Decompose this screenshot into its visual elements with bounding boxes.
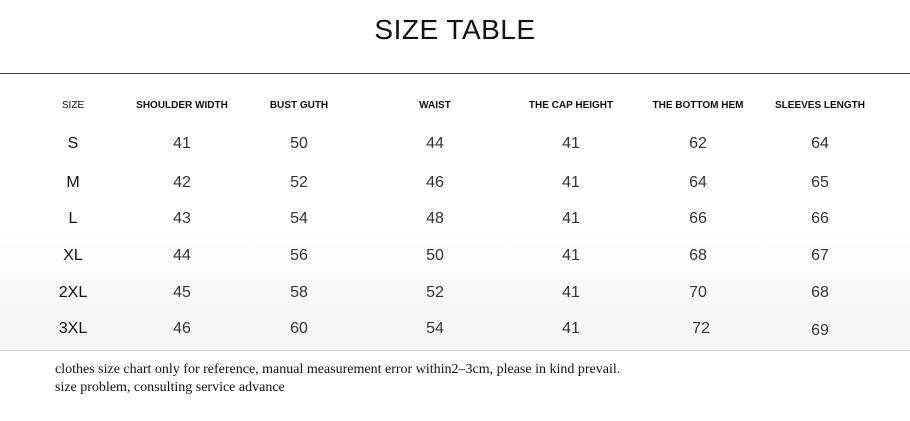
table-cell: 54	[290, 210, 308, 227]
table-cell: 41	[173, 135, 191, 152]
column-header: WAIST	[419, 100, 451, 111]
column-header: BUST GUTH	[269, 100, 329, 111]
consulting-note: size problem, consulting service advance	[55, 380, 285, 395]
table-cell: 64	[811, 135, 829, 152]
table-cell: 56	[290, 247, 308, 264]
table-cell: 41	[562, 247, 580, 264]
table-cell: 44	[173, 247, 191, 264]
table-cell: 52	[290, 174, 308, 191]
table-cell: 41	[562, 174, 580, 191]
table-cell: 41	[562, 135, 580, 152]
reference-note: clothes size chart only for reference, manual measurement error within2–3cm, please in kind prevail.	[55, 362, 621, 377]
table-cell: 64	[689, 174, 707, 191]
table-cell: 62	[689, 135, 707, 152]
table-cell: 72	[692, 320, 710, 337]
size-label: XL	[63, 247, 83, 264]
table-cell: 41	[562, 210, 580, 227]
table-cell: 69	[811, 322, 829, 339]
column-header: SLEEVES LENGTH	[774, 100, 866, 111]
size-label: 2XL	[58, 284, 88, 301]
table-cell: 66	[811, 210, 829, 227]
table-cell: 65	[811, 174, 829, 191]
table-cell: 60	[290, 320, 308, 337]
table-cell: 41	[562, 320, 580, 337]
page-title: SIZE TABLE	[374, 14, 536, 45]
table-cell: 46	[426, 174, 444, 191]
column-header: THE CAP HEIGHT	[528, 100, 614, 111]
table-cell: 50	[290, 135, 308, 152]
table-cell: 70	[689, 284, 707, 301]
bottom-divider	[0, 350, 910, 351]
table-cell: 68	[689, 247, 707, 264]
size-table	[0, 74, 910, 350]
column-header: THE BOTTOM HEM	[652, 100, 744, 111]
table-cell: 67	[811, 247, 829, 264]
table-cell: 43	[173, 210, 191, 227]
table-cell: 66	[689, 210, 707, 227]
table-cell: 41	[562, 284, 580, 301]
size-label: M	[66, 174, 80, 191]
column-header: SIZE	[61, 100, 85, 111]
column-header: SHOULDER WIDTH	[136, 100, 228, 111]
table-cell: 68	[811, 284, 829, 301]
table-cell: 48	[426, 210, 444, 227]
table-cell: 46	[173, 320, 191, 337]
table-cell: 52	[426, 284, 444, 301]
table-cell: 42	[173, 174, 191, 191]
table-cell: 58	[290, 284, 308, 301]
table-cell: 44	[426, 135, 444, 152]
size-label: S	[67, 135, 79, 152]
table-cell: 50	[426, 247, 444, 264]
size-label: L	[68, 210, 78, 227]
table-cell: 45	[173, 284, 191, 301]
size-label: 3XL	[58, 320, 88, 337]
table-cell: 54	[426, 320, 444, 337]
